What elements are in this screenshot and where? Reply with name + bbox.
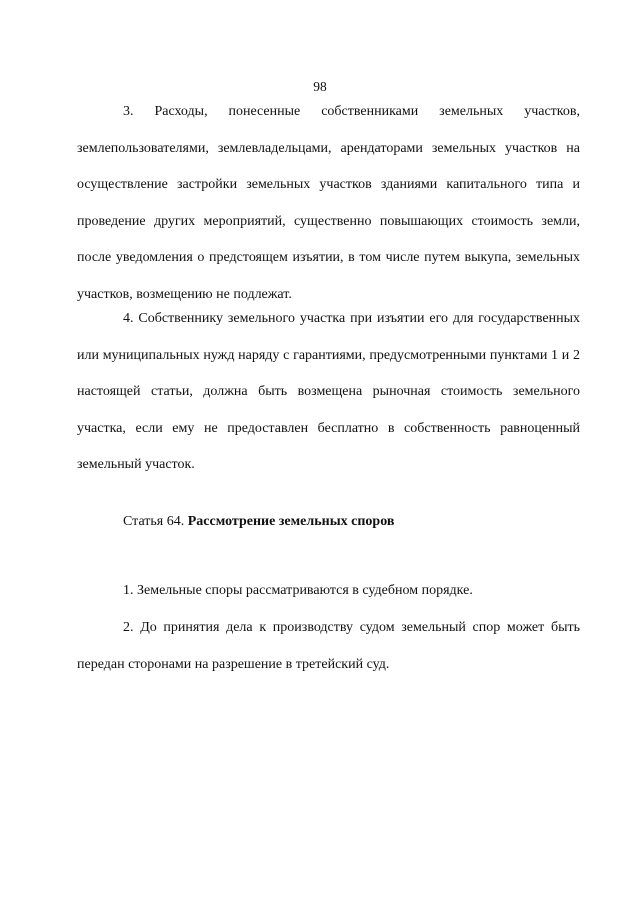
- article-title: Рассмотрение земельных споров: [187, 514, 395, 529]
- article-heading: [123, 513, 394, 531]
- page-number: 98: [313, 79, 327, 94]
- paragraph-3: 3. Расходы, понесенные собственниками земельных участков, землепользователями, землевладельцами, арендаторами земельных участков на осуществление застройки земельных участков зданиями капитального типа и проведение других мероприятий, существенно повышающих стоимость земли, после уведомления о предстоящем изъятии, в том числе путем выкупа, земельных участков, возмещению не подлежат.: [77, 104, 580, 302]
- paragraph-4: 4. Собственнику земельного участка при изъятии его для государственных или муниципальных нужд наряду с гарантиями, предусмотренными пунктами 1 и 2 настоящей статьи, должна быть возмещена рыночная стоимость земельного участка, если ему не предоставлен бесплатно в собственность равноценный земельный участок.: [77, 311, 580, 472]
- item-1: 1. Земельные споры рассматриваются в судебном порядке.: [123, 583, 473, 598]
- item-2: 2. До принятия дела к производству судом земельный спор может быть передан сторонами на разрешение в третейский суд.: [77, 620, 580, 672]
- article-number: Статья 64.: [123, 514, 185, 529]
